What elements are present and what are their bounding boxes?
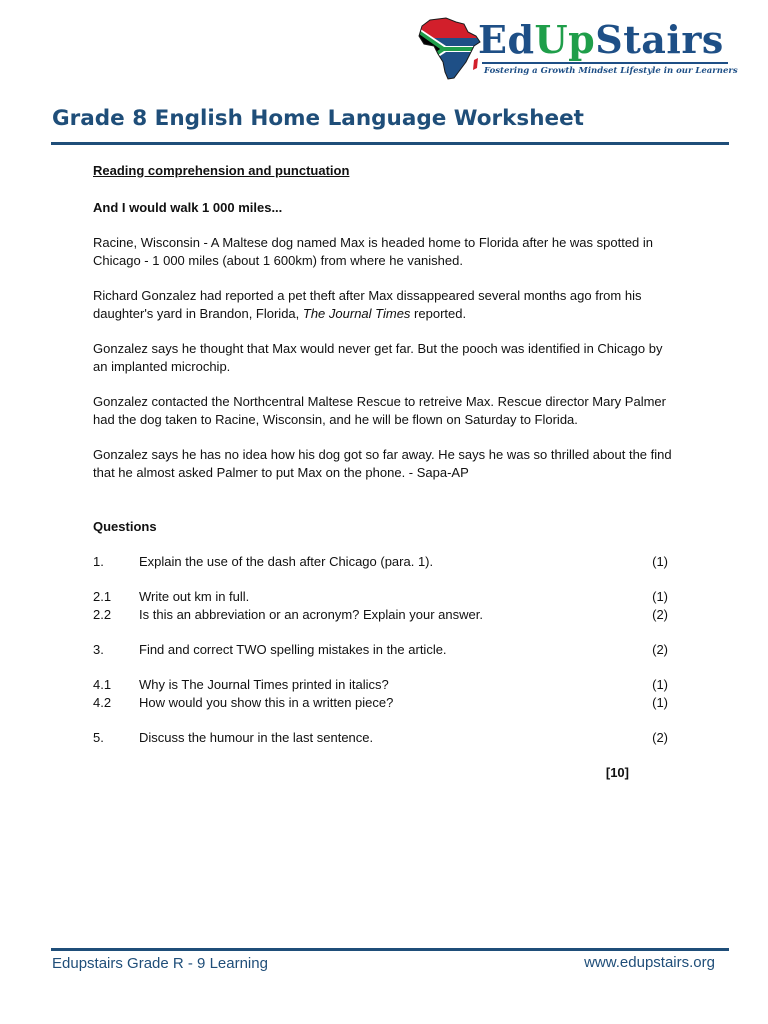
question-row — [93, 676, 678, 694]
question-row — [93, 694, 678, 712]
question-text: Why is The Journal Times printed in italics? — [139, 677, 389, 692]
article-paragraph: Gonzalez says he has no idea how his dog got so far away. He says he was so thrilled about the find that he almost asked Palmer to put Max on the phone. - Sapa-AP — [93, 447, 672, 480]
page-title: Grade 8 English Home Language Worksheet — [52, 106, 584, 131]
question-group — [93, 676, 678, 712]
question-marks: (2) — [652, 607, 668, 622]
africa-flag-map-icon — [416, 16, 484, 82]
question-number: 2.1 — [93, 589, 112, 604]
question-marks: (1) — [652, 677, 668, 692]
footer-divider — [51, 948, 729, 951]
question-row — [93, 641, 678, 659]
question-marks: (1) — [652, 554, 668, 569]
question-text: Explain the use of the dash after Chicago (para. 1). — [139, 554, 434, 569]
question-text: Write out km in full. — [139, 589, 250, 604]
footer-website-link[interactable]: www.edupstairs.org — [584, 954, 715, 971]
question-number: 4.2 — [93, 695, 112, 710]
question-number: 2.2 — [93, 607, 112, 622]
title-divider — [51, 142, 729, 145]
publication-name: The Journal Times — [302, 306, 411, 321]
question-marks: (1) — [652, 695, 668, 710]
question-group — [93, 641, 678, 659]
total-marks: [10] — [605, 765, 629, 780]
question-group — [93, 729, 678, 747]
article-paragraph: Gonzalez says he thought that Max would never get far. But the pooch was identified in Chicago by an implanted microchip. — [93, 341, 663, 374]
edupstairs-logo — [412, 14, 738, 84]
question-row — [93, 588, 678, 606]
question-marks: (2) — [652, 642, 668, 657]
article-paragraph: Richard Gonzalez had reported a pet theft after Max dissappeared several months ago from his daughter's yard in Brandon, Florida, The Journal Times reported. — [93, 288, 642, 321]
question-marks: (1) — [652, 589, 668, 604]
question-number: 5. — [93, 730, 104, 745]
logo-divider — [482, 62, 728, 64]
logo-wordmark: EdUpStairs — [478, 17, 724, 62]
question-group — [93, 588, 678, 624]
logo-tagline: Fostering a Growth Mindset Lifestyle in our Learners — [484, 66, 738, 76]
question-row — [93, 729, 678, 747]
question-marks: (2) — [652, 730, 668, 745]
article-paragraph: Gonzalez contacted the Northcentral Maltese Rescue to retreive Max. Rescue director Mary Palmer had the dog taken to Racine, Wisconsin, and he will be flown on Saturday to Florida. — [93, 394, 666, 427]
question-text: How would you show this in a written piece? — [139, 695, 394, 710]
article-title: And I would walk 1 000 miles... — [93, 200, 283, 215]
section-heading: Reading comprehension and punctuation — [93, 163, 350, 178]
question-text: Find and correct TWO spelling mistakes in the article. — [139, 642, 447, 657]
question-row — [93, 553, 678, 571]
questions-heading: Questions — [93, 519, 157, 534]
question-number: 1. — [93, 554, 104, 569]
worksheet-content — [93, 162, 678, 782]
footer-label: Edupstairs Grade R - 9 Learning — [52, 955, 268, 972]
article-paragraph: Racine, Wisconsin - A Maltese dog named Max is headed home to Florida after he was spotted in Chicago - 1 000 miles (about 1 600km) from where he vanished. — [93, 235, 654, 268]
question-number: 3. — [93, 642, 104, 657]
question-text: Discuss the humour in the last sentence. — [139, 730, 374, 745]
question-number: 4.1 — [93, 677, 112, 692]
question-text: Is this an abbreviation or an acronym? Explain your answer. — [139, 607, 483, 622]
question-row — [93, 606, 678, 624]
question-group — [93, 553, 678, 571]
